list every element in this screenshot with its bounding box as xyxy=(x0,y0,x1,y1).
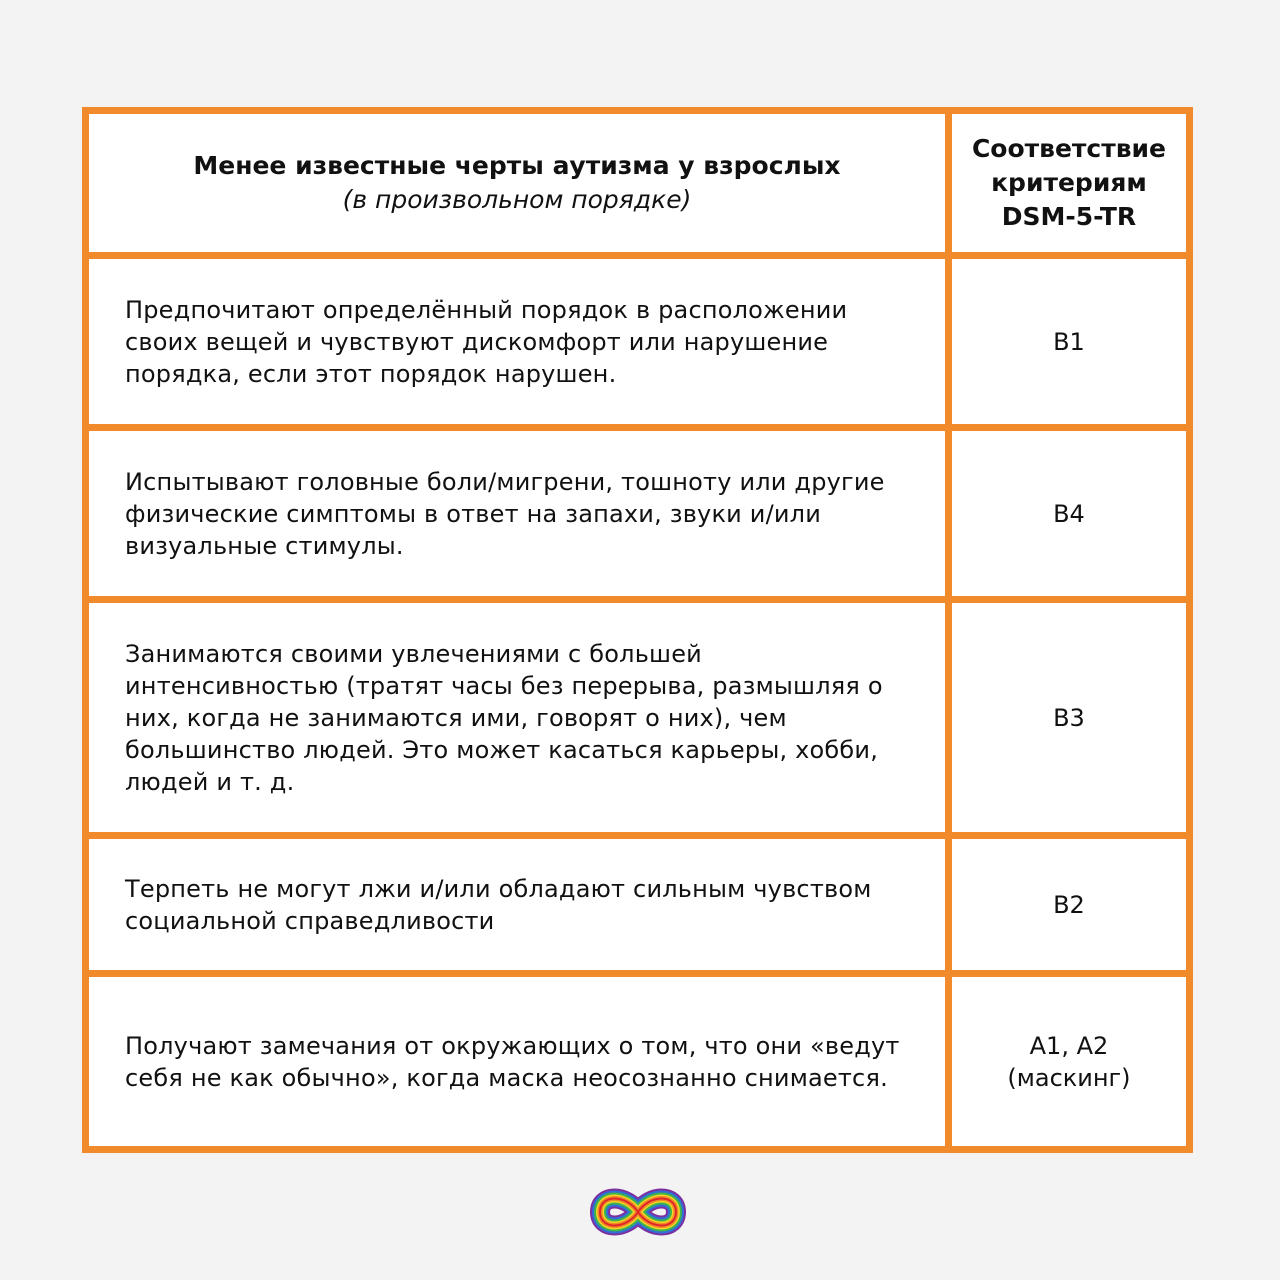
table-row xyxy=(86,256,1190,428)
criteria-text: B4 xyxy=(948,428,1189,600)
rainbow-infinity-icon xyxy=(588,1184,688,1240)
criteria-text: B3 xyxy=(948,600,1189,836)
trait-text: Испытывают головные боли/мигрени, тошноту или другие физические симптомы в ответ на запахи, звуки и/или визуальные стимулы. xyxy=(86,428,949,600)
trait-text: Получают замечания от окружающих о том, что они «ведут себя не как обычно», когда маска неосознанно снимается. xyxy=(86,974,949,1150)
table-row xyxy=(86,600,1190,836)
trait-text: Терпеть не могут лжи и/или обладают сильным чувством социальной справедливости xyxy=(86,836,949,974)
header-subtitle: (в произвольном порядке) xyxy=(342,185,692,214)
table-row xyxy=(86,974,1190,1150)
criteria-text: B1 xyxy=(948,256,1189,428)
header-traits-cell xyxy=(86,111,949,256)
trait-text: Занимаются своими увлечениями с большей интенсивностью (тратят часы без перерыва, размышляя о них, когда не занимаются ими, говорят о них), чем большинство людей. Это может касаться карьеры, хобби, людей и т. д. xyxy=(86,600,949,836)
trait-text: Предпочитают определённый порядок в расположении своих вещей и чувствуют дискомфорт или нарушение порядка, если этот порядок нарушен. xyxy=(86,256,949,428)
header-criteria-cell: Соответствие критериям DSM-5-TR xyxy=(948,111,1189,256)
criteria-text: B2 xyxy=(948,836,1189,974)
table-header-row xyxy=(86,111,1190,256)
autism-traits-table xyxy=(82,107,1193,1153)
table-row xyxy=(86,836,1190,974)
criteria-text: A1, A2 (маскинг) xyxy=(948,974,1189,1150)
table-row xyxy=(86,428,1190,600)
header-title: Менее известные черты аутизма у взрослых xyxy=(193,151,841,180)
